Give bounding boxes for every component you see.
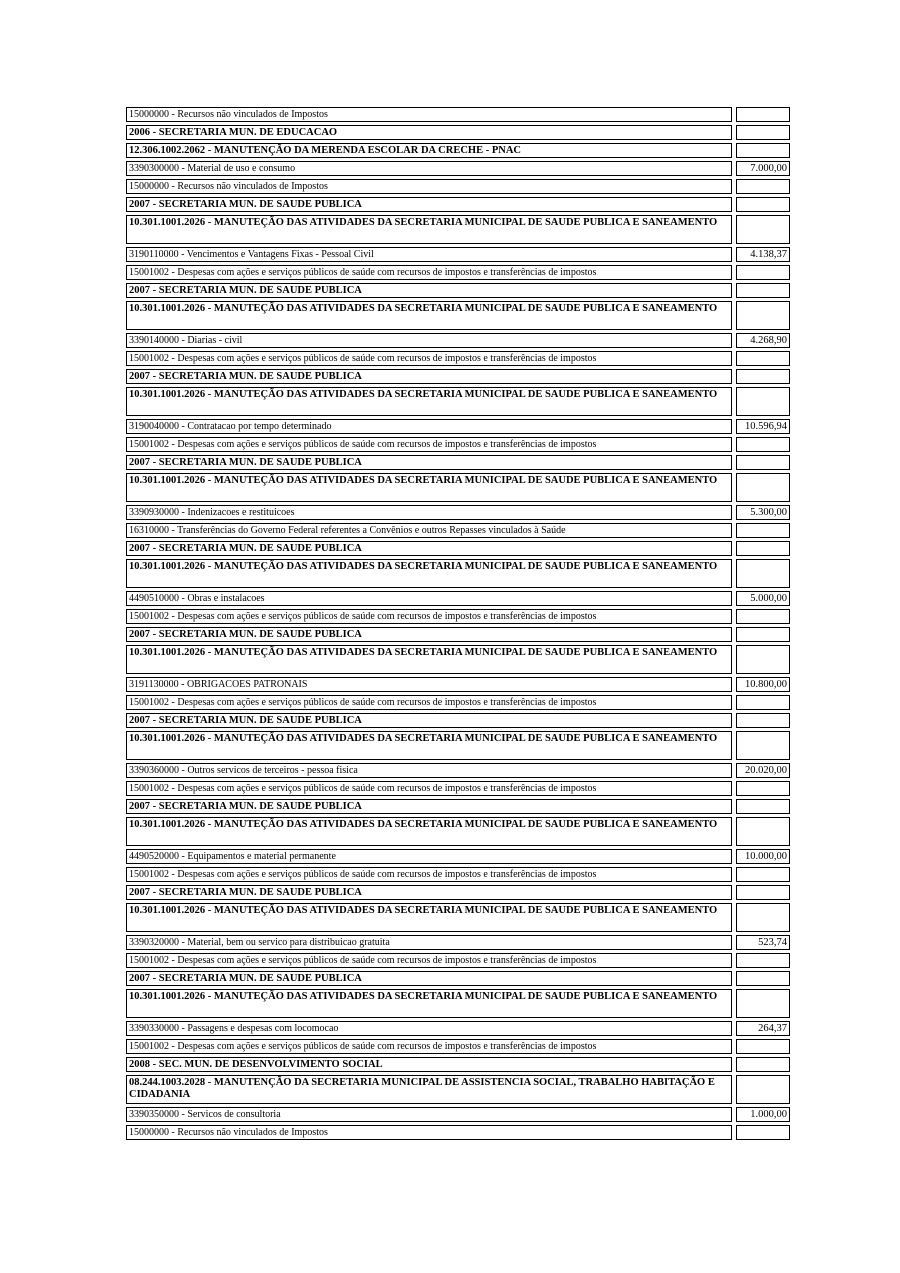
- row-value: [736, 1125, 790, 1140]
- row-description: 15000000 - Recursos não vinculados de Impostos: [126, 107, 732, 122]
- row-value: 10.000,00: [736, 849, 790, 864]
- table-row: [126, 107, 790, 122]
- row-description: 10.301.1001.2026 - MANUTEÇÃO DAS ATIVIDADES DA SECRETARIA MUNICIPAL DE SAUDE PUBLICA E SANEAMENTO: [126, 301, 732, 330]
- row-description: 3390320000 - Material, bem ou servico para distribuicao gratuita: [126, 935, 732, 950]
- row-value: [736, 283, 790, 298]
- row-description: 15001002 - Despesas com ações e serviços públicos de saúde com recursos de impostos e transferências de impostos: [126, 953, 732, 968]
- table-row: [126, 333, 790, 348]
- row-value: [736, 1039, 790, 1054]
- row-description: 15001002 - Despesas com ações e serviços públicos de saúde com recursos de impostos e transferências de impostos: [126, 695, 732, 710]
- table-row: [126, 473, 790, 502]
- row-value: [736, 781, 790, 796]
- table-row: [126, 645, 790, 674]
- row-value: [736, 351, 790, 366]
- row-description: 2007 - SECRETARIA MUN. DE SAUDE PUBLICA: [126, 713, 732, 728]
- row-description: 3390360000 - Outros servicos de terceiros - pessoa fisica: [126, 763, 732, 778]
- table-row: [126, 523, 790, 538]
- table-row: [126, 125, 790, 140]
- row-description: 10.301.1001.2026 - MANUTEÇÃO DAS ATIVIDADES DA SECRETARIA MUNICIPAL DE SAUDE PUBLICA E SANEAMENTO: [126, 903, 732, 932]
- row-description: 2007 - SECRETARIA MUN. DE SAUDE PUBLICA: [126, 799, 732, 814]
- row-description: 2007 - SECRETARIA MUN. DE SAUDE PUBLICA: [126, 369, 732, 384]
- table-row: [126, 817, 790, 846]
- row-description: 2007 - SECRETARIA MUN. DE SAUDE PUBLICA: [126, 627, 732, 642]
- row-description: 3390930000 - Indenizacoes e restituicoes: [126, 505, 732, 520]
- table-row: [126, 609, 790, 624]
- row-description: 10.301.1001.2026 - MANUTEÇÃO DAS ATIVIDADES DA SECRETARIA MUNICIPAL DE SAUDE PUBLICA E SANEAMENTO: [126, 989, 732, 1018]
- row-description: 15001002 - Despesas com ações e serviços públicos de saúde com recursos de impostos e transferências de impostos: [126, 265, 732, 280]
- table-row: [126, 799, 790, 814]
- table-row: [126, 351, 790, 366]
- row-value: [736, 143, 790, 158]
- row-value: [736, 817, 790, 846]
- table-row: [126, 763, 790, 778]
- row-description: 3390350000 - Servicos de consultoria: [126, 1107, 732, 1122]
- row-value: 7.000,00: [736, 161, 790, 176]
- row-value: [736, 627, 790, 642]
- table-row: [126, 215, 790, 244]
- table-row: [126, 849, 790, 864]
- budget-table: [126, 107, 790, 1143]
- row-value: [736, 523, 790, 538]
- table-row: [126, 455, 790, 470]
- row-description: 2007 - SECRETARIA MUN. DE SAUDE PUBLICA: [126, 455, 732, 470]
- row-description: 3191130000 - OBRIGACOES PATRONAIS: [126, 677, 732, 692]
- table-row: [126, 369, 790, 384]
- table-row: [126, 731, 790, 760]
- table-row: [126, 903, 790, 932]
- row-value: [736, 369, 790, 384]
- table-row: [126, 885, 790, 900]
- row-value: 5.300,00: [736, 505, 790, 520]
- row-value: 4.138,37: [736, 247, 790, 262]
- table-row: [126, 989, 790, 1018]
- row-value: [736, 609, 790, 624]
- table-row: [126, 695, 790, 710]
- row-description: 3390140000 - Diarias - civil: [126, 333, 732, 348]
- table-row: [126, 1057, 790, 1072]
- table-row: [126, 301, 790, 330]
- row-value: 5.000,00: [736, 591, 790, 606]
- table-row: [126, 179, 790, 194]
- row-description: 4490520000 - Equipamentos e material permanente: [126, 849, 732, 864]
- row-description: 15001002 - Despesas com ações e serviços públicos de saúde com recursos de impostos e transferências de impostos: [126, 867, 732, 882]
- row-value: [736, 107, 790, 122]
- row-value: [736, 971, 790, 986]
- table-row: [126, 247, 790, 262]
- row-value: [736, 301, 790, 330]
- row-description: 15001002 - Despesas com ações e serviços públicos de saúde com recursos de impostos e transferências de impostos: [126, 437, 732, 452]
- row-value: [736, 437, 790, 452]
- table-row: [126, 677, 790, 692]
- row-value: [736, 179, 790, 194]
- row-description: 16310000 - Transferências do Governo Federal referentes a Convênios e outros Repasses vinculados à Saúde: [126, 523, 732, 538]
- row-description: 15000000 - Recursos não vinculados de Impostos: [126, 1125, 732, 1140]
- row-value: [736, 455, 790, 470]
- row-value: [736, 731, 790, 760]
- table-row: [126, 197, 790, 212]
- row-value: [736, 387, 790, 416]
- row-value: 10.596,94: [736, 419, 790, 434]
- table-row: [126, 935, 790, 950]
- row-description: 12.306.1002.2062 - MANUTENÇÃO DA MERENDA ESCOLAR DA CRECHE - PNAC: [126, 143, 732, 158]
- table-row: [126, 1107, 790, 1122]
- row-description: 15001002 - Despesas com ações e serviços públicos de saúde com recursos de impostos e transferências de impostos: [126, 1039, 732, 1054]
- row-description: 2007 - SECRETARIA MUN. DE SAUDE PUBLICA: [126, 541, 732, 556]
- table-row: [126, 1021, 790, 1036]
- row-value: [736, 215, 790, 244]
- row-description: 2007 - SECRETARIA MUN. DE SAUDE PUBLICA: [126, 971, 732, 986]
- row-description: 08.244.1003.2028 - MANUTENÇÃO DA SECRETARIA MUNICIPAL DE ASSISTENCIA SOCIAL, TRABALHO HABITAÇÃO E CIDADANIA: [126, 1075, 732, 1104]
- row-value: [736, 125, 790, 140]
- row-description: 2006 - SECRETARIA MUN. DE EDUCACAO: [126, 125, 732, 140]
- row-description: 2007 - SECRETARIA MUN. DE SAUDE PUBLICA: [126, 283, 732, 298]
- table-row: [126, 953, 790, 968]
- table-row: [126, 591, 790, 606]
- row-value: 264,37: [736, 1021, 790, 1036]
- row-value: [736, 989, 790, 1018]
- table-row: [126, 559, 790, 588]
- row-value: [736, 1075, 790, 1104]
- table-row: [126, 627, 790, 642]
- row-description: 2007 - SECRETARIA MUN. DE SAUDE PUBLICA: [126, 197, 732, 212]
- row-description: 15001002 - Despesas com ações e serviços públicos de saúde com recursos de impostos e transferências de impostos: [126, 351, 732, 366]
- row-description: 10.301.1001.2026 - MANUTEÇÃO DAS ATIVIDADES DA SECRETARIA MUNICIPAL DE SAUDE PUBLICA E SANEAMENTO: [126, 559, 732, 588]
- row-value: [736, 903, 790, 932]
- row-value: [736, 799, 790, 814]
- row-value: [736, 953, 790, 968]
- table-row: [126, 419, 790, 434]
- row-value: 523,74: [736, 935, 790, 950]
- row-value: [736, 265, 790, 280]
- row-description: 15001002 - Despesas com ações e serviços públicos de saúde com recursos de impostos e transferências de impostos: [126, 781, 732, 796]
- table-row: [126, 1125, 790, 1140]
- row-value: [736, 1057, 790, 1072]
- row-description: 3390330000 - Passagens e despesas com locomocao: [126, 1021, 732, 1036]
- row-description: 15000000 - Recursos não vinculados de Impostos: [126, 179, 732, 194]
- row-description: 15001002 - Despesas com ações e serviços públicos de saúde com recursos de impostos e transferências de impostos: [126, 609, 732, 624]
- row-value: [736, 695, 790, 710]
- row-description: 2007 - SECRETARIA MUN. DE SAUDE PUBLICA: [126, 885, 732, 900]
- table-row: [126, 505, 790, 520]
- table-row: [126, 437, 790, 452]
- table-row: [126, 867, 790, 882]
- row-value: 20.020,00: [736, 763, 790, 778]
- row-value: [736, 559, 790, 588]
- table-row: [126, 1039, 790, 1054]
- row-value: [736, 645, 790, 674]
- table-row: [126, 971, 790, 986]
- table-row: [126, 781, 790, 796]
- row-description: 4490510000 - Obras e instalacoes: [126, 591, 732, 606]
- row-value: 10.800,00: [736, 677, 790, 692]
- row-description: 2008 - SEC. MUN. DE DESENVOLVIMENTO SOCIAL: [126, 1057, 732, 1072]
- table-row: [126, 1075, 790, 1104]
- row-value: [736, 473, 790, 502]
- row-value: [736, 885, 790, 900]
- row-description: 10.301.1001.2026 - MANUTEÇÃO DAS ATIVIDADES DA SECRETARIA MUNICIPAL DE SAUDE PUBLICA E SANEAMENTO: [126, 645, 732, 674]
- table-row: [126, 387, 790, 416]
- table-row: [126, 283, 790, 298]
- row-value: [736, 867, 790, 882]
- table-row: [126, 541, 790, 556]
- row-value: [736, 197, 790, 212]
- table-row: [126, 143, 790, 158]
- row-description: 10.301.1001.2026 - MANUTEÇÃO DAS ATIVIDADES DA SECRETARIA MUNICIPAL DE SAUDE PUBLICA E SANEAMENTO: [126, 387, 732, 416]
- row-description: 3390300000 - Material de uso e consumo: [126, 161, 732, 176]
- row-value: 1.000,00: [736, 1107, 790, 1122]
- row-value: [736, 541, 790, 556]
- row-description: 10.301.1001.2026 - MANUTEÇÃO DAS ATIVIDADES DA SECRETARIA MUNICIPAL DE SAUDE PUBLICA E SANEAMENTO: [126, 731, 732, 760]
- table-row: [126, 161, 790, 176]
- row-description: 10.301.1001.2026 - MANUTEÇÃO DAS ATIVIDADES DA SECRETARIA MUNICIPAL DE SAUDE PUBLICA E SANEAMENTO: [126, 817, 732, 846]
- row-description: 10.301.1001.2026 - MANUTEÇÃO DAS ATIVIDADES DA SECRETARIA MUNICIPAL DE SAUDE PUBLICA E SANEAMENTO: [126, 473, 732, 502]
- row-description: 3190040000 - Contratacao por tempo determinado: [126, 419, 732, 434]
- row-description: 3190110000 - Vencimentos e Vantagens Fixas - Pessoal Civil: [126, 247, 732, 262]
- table-row: [126, 265, 790, 280]
- row-description: 10.301.1001.2026 - MANUTEÇÃO DAS ATIVIDADES DA SECRETARIA MUNICIPAL DE SAUDE PUBLICA E SANEAMENTO: [126, 215, 732, 244]
- row-value: [736, 713, 790, 728]
- row-value: 4.268,90: [736, 333, 790, 348]
- table-row: [126, 713, 790, 728]
